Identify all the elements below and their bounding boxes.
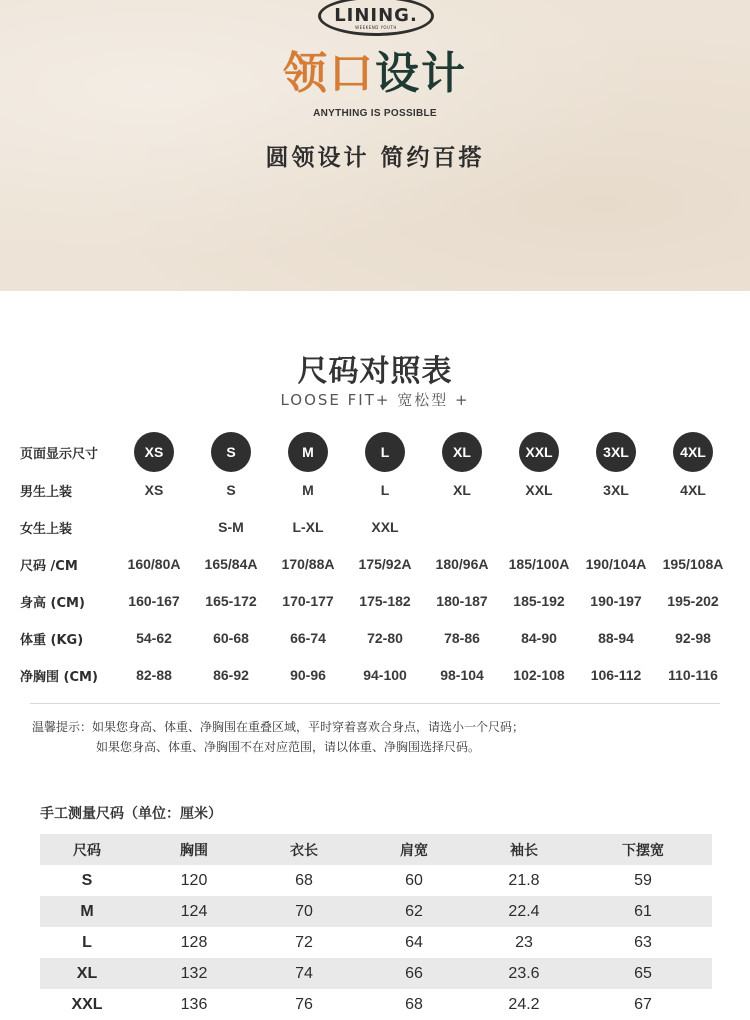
table-cell: 68 (295, 871, 313, 889)
table-header-cell: 袖长 (510, 842, 538, 859)
size-cell: 165/84A (204, 556, 258, 572)
size-cell: 195/108A (662, 556, 724, 572)
size-cell: 175/92A (358, 556, 412, 572)
table-cell: 124 (180, 902, 208, 920)
table-cell: 120 (180, 871, 208, 889)
row-label: 尺码 /CM (20, 558, 78, 574)
hero-banner (0, 0, 750, 291)
table-cell: S (81, 871, 93, 889)
table-cell: 67 (634, 995, 652, 1013)
size-cell: 86-92 (213, 667, 249, 683)
row-label: 女生上装 (20, 521, 73, 537)
size-row-code (0, 548, 750, 580)
section-divider (30, 703, 720, 704)
table-cell: 60 (405, 871, 423, 889)
size-cell: 82-88 (136, 667, 172, 683)
table-cell: 62 (405, 902, 423, 920)
brand-logo (318, 0, 434, 36)
size-row-men (0, 474, 750, 506)
size-cell: 102-108 (513, 667, 565, 683)
table-cell: 22.4 (508, 902, 540, 920)
table-cell: XXL (71, 995, 103, 1013)
table-header-cell: 衣长 (290, 842, 318, 859)
size-cell: XXL (371, 519, 399, 535)
table-cell: 24.2 (508, 995, 540, 1013)
table-cell: 128 (180, 933, 208, 951)
banner-title-accent: 领口 (283, 48, 375, 99)
size-badge: XS (134, 432, 174, 472)
table-cell: 65 (634, 964, 652, 982)
logo-text: LINING. (334, 5, 418, 26)
size-cell: S-M (218, 519, 244, 535)
size-cell: L (380, 482, 390, 498)
size-badge: 3XL (596, 432, 636, 472)
size-cell: 54-62 (136, 630, 172, 646)
size-cell: 175-182 (359, 593, 411, 609)
table-header-cell: 尺码 (73, 842, 101, 859)
table-cell: M (80, 902, 94, 920)
table-cell: 76 (295, 995, 313, 1013)
size-row-women (0, 511, 750, 543)
size-cell: XXL (525, 482, 553, 498)
table-cell: 74 (295, 964, 313, 982)
size-badge: XXL (519, 432, 559, 472)
table-cell: 23 (515, 933, 533, 951)
table-cell: XL (76, 964, 98, 982)
logo-subtext: WEEKEND YOUTH (355, 25, 397, 30)
size-badge: M (288, 432, 328, 472)
size-cell: 170/88A (281, 556, 335, 572)
display-size-row (0, 436, 750, 468)
size-cell: 4XL (680, 482, 706, 498)
size-cell: XL (453, 482, 471, 498)
tip-line-1: 温馨提示：如果您身高、体重、净胸围在重叠区域，平时穿着喜欢合身点，请选小一个尺码； (32, 720, 525, 734)
size-cell: 94-100 (363, 667, 407, 683)
table-cell: L (82, 933, 92, 951)
table-cell: 23.6 (508, 964, 540, 982)
size-cell: 180-187 (436, 593, 488, 609)
size-cell: M (302, 482, 314, 498)
table-cell: 66 (405, 964, 423, 982)
size-row-height (0, 585, 750, 617)
size-cell: S (226, 482, 236, 498)
size-cell: 72-80 (367, 630, 403, 646)
table-cell: 64 (405, 933, 423, 951)
size-cell: 110-116 (668, 667, 718, 683)
size-row-chest (0, 659, 750, 691)
measure-table (40, 834, 712, 1020)
size-cell: XS (144, 482, 164, 498)
banner-subtitle: ANYTHING IS POSSIBLE (313, 108, 437, 119)
table-header-cell: 下摆宽 (622, 842, 664, 859)
size-badge: S (211, 432, 251, 472)
size-cell: 3XL (603, 482, 629, 498)
banner-slogan: 圆领设计 简约百搭 (265, 145, 485, 171)
size-cell: 165-172 (205, 593, 257, 609)
size-badge: L (365, 432, 405, 472)
table-header-row (40, 834, 712, 865)
size-cell: 84-90 (521, 630, 557, 646)
row-label: 体重 (KG) (20, 632, 84, 648)
table-cell: 72 (295, 933, 313, 951)
size-badge: 4XL (673, 432, 713, 472)
row-label: 页面显示尺寸 (20, 446, 99, 462)
size-cell: L-XL (292, 519, 324, 535)
tip-line-2: 如果您身高、体重、净胸围不在对应范围，请以体重、净胸围选择尺码。 (96, 740, 481, 754)
size-cell: 180/96A (435, 556, 489, 572)
table-cell: 21.8 (508, 871, 540, 889)
size-chart-title: 尺码对照表 (297, 354, 453, 389)
size-cell: 170-177 (282, 593, 334, 609)
size-chart-subtitle: LOOSE FIT+ 宽松型 + (280, 391, 470, 409)
size-row-weight (0, 622, 750, 654)
size-cell: 185-192 (513, 593, 565, 609)
row-label: 身高 (CM) (20, 595, 85, 611)
table-cell: 59 (634, 871, 652, 889)
row-label: 净胸围 (CM) (20, 669, 98, 685)
row-label: 男生上装 (20, 484, 73, 500)
size-badge: XL (442, 432, 482, 472)
table-cell: 70 (295, 902, 313, 920)
size-cell: 190/104A (585, 556, 647, 572)
table-row (40, 865, 712, 896)
size-cell: 160-167 (128, 593, 180, 609)
table-row (40, 896, 712, 927)
size-cell: 185/100A (508, 556, 570, 572)
size-cell: 98-104 (440, 667, 484, 683)
table-row (40, 989, 712, 1020)
table-cell: 68 (405, 995, 423, 1013)
banner-title (0, 46, 750, 102)
table-row (40, 927, 712, 958)
table-header-cell: 肩宽 (400, 842, 428, 859)
table-header-cell: 胸围 (180, 842, 208, 859)
table-cell: 61 (634, 902, 652, 920)
table-row (40, 958, 712, 989)
size-cell: 90-96 (290, 667, 326, 683)
table-cell: 136 (180, 995, 208, 1013)
size-cell: 195-202 (667, 593, 719, 609)
table-cell: 132 (180, 964, 208, 982)
size-cell: 88-94 (598, 630, 634, 646)
size-cell: 160/80A (127, 556, 181, 572)
size-tip (32, 717, 732, 757)
measure-table-title: 手工测量尺码（单位：厘米） (40, 806, 222, 822)
size-cell: 66-74 (290, 630, 326, 646)
size-cell: 190-197 (590, 593, 642, 609)
size-cell: 78-86 (444, 630, 480, 646)
size-cell: 92-98 (675, 630, 711, 646)
size-cell: 106-112 (590, 667, 642, 683)
banner-title-main: 设计 (375, 48, 467, 99)
table-cell: 63 (634, 933, 652, 951)
size-cell: 60-68 (213, 630, 249, 646)
